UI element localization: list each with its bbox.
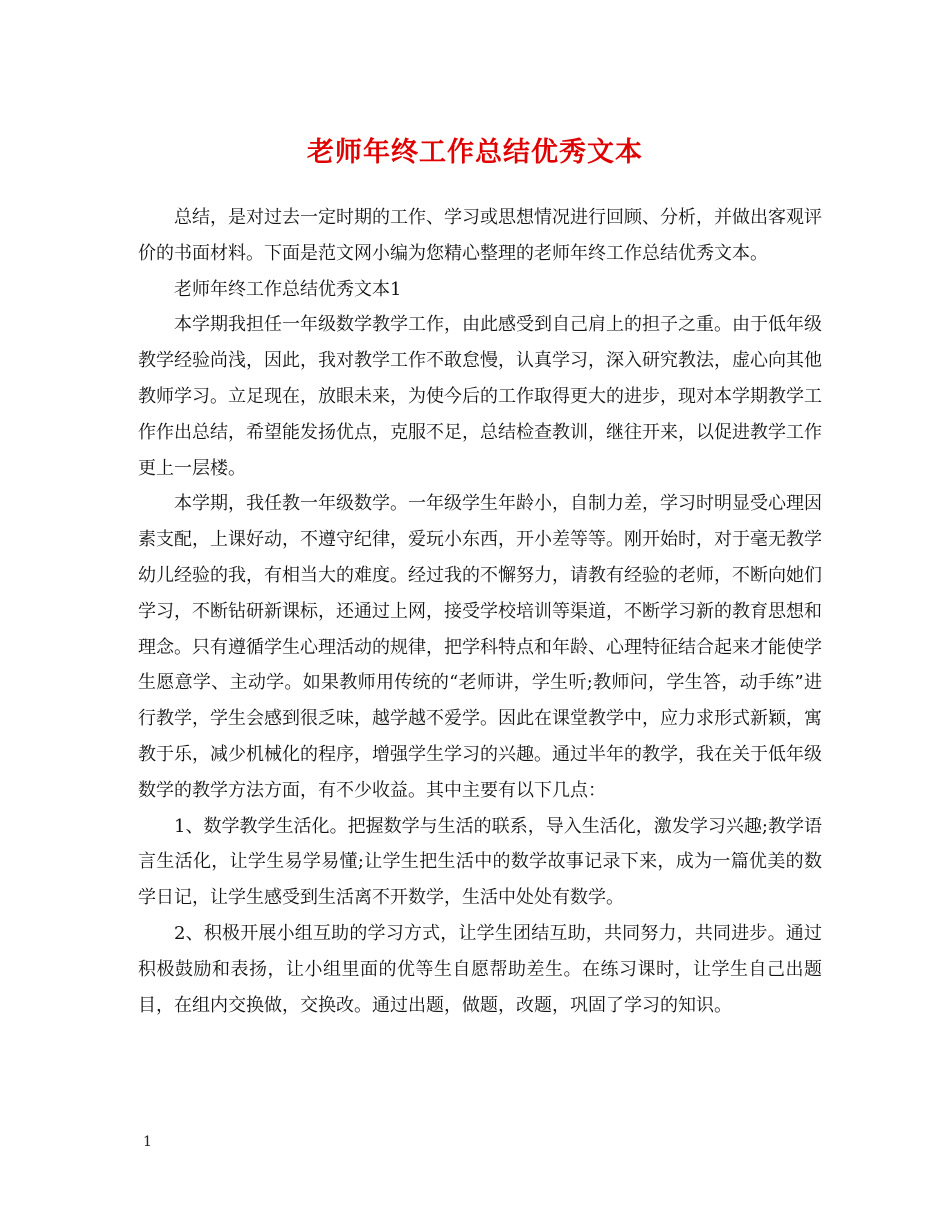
section-heading: 老师年终工作总结优秀文本1: [174, 278, 402, 300]
list-paragraph: 2、积极开展小组互助的学习方式，让学生团结互助，共同努力，共同进步。通过积极鼓励和表扬，让小组里面的优等生自愿帮助差生。在练习课时，让学生自己出题目，在组内交换做，交换改。通过出题，做题，改题，巩固了学习的知识。: [138, 922, 822, 1016]
body-paragraph: 本学期我担任一年级数学教学工作，由此感受到自己肩上的担子之重。由于低年级教学经验尚浅，因此，我对教学工作不敢怠慢，认真学习，深入研究教法，虚心向其他教师学习。立足现在，放眼未来，为使今后的工作取得更大的进步，现对本学期教学工作作出总结，希望能发扬优点，克服不足，总结检查教训，继往开来，以促进教学工作更上一层楼。: [138, 314, 822, 479]
body-paragraph: 本学期，我任教一年级数学。一年级学生年龄小，自制力差，学习时明显受心理因素支配，上课好动，不遵守纪律，爱玩小东西，开小差等等。刚开始时，对于毫无教学幼儿经验的我，有相当大的难度。经过我的不懈努力，请教有经验的老师，不断向她们学习，不断钻研新课标，还通过上网，接受学校培训等渠道，不断学习新的教育思想和理念。只有遵循学生心理活动的规律，把学科特点和年龄、心理特征结合起来才能使学生愿意学、主动学。如果教师用传统的“老师讲，学生听;教师问，学生答，动手练”进行教学，学生会感到很乏味，越学越不爱学。因此在课堂教学中，应力求形式新颖，寓教于乐，减少机械化的程序，增强学生学习的兴趣。通过半年的教学，我在关于低年级数学的教学方法方面，有不少收益。其中主要有以下几点：: [138, 493, 822, 801]
document-body: [138, 200, 822, 1023]
list-paragraph: 1、数学教学生活化。把握数学与生活的联系，导入生活化，激发学习兴趣;教学语言生活化，让学生易学易懂;让学生把生活中的数学故事记录下来，成为一篇优美的数学日记，让学生感受到生活离不开数学，生活中处处有数学。: [138, 815, 822, 909]
intro-paragraph: 总结，是对过去一定时期的工作、学习或思想情况进行回顾、分析，并做出客观评价的书面材料。下面是范文网小编为您精心整理的老师年终工作总结优秀文本。: [138, 207, 822, 264]
page-number: 1: [143, 1134, 152, 1150]
document-title: 老师年终工作总结优秀文本: [307, 137, 643, 168]
